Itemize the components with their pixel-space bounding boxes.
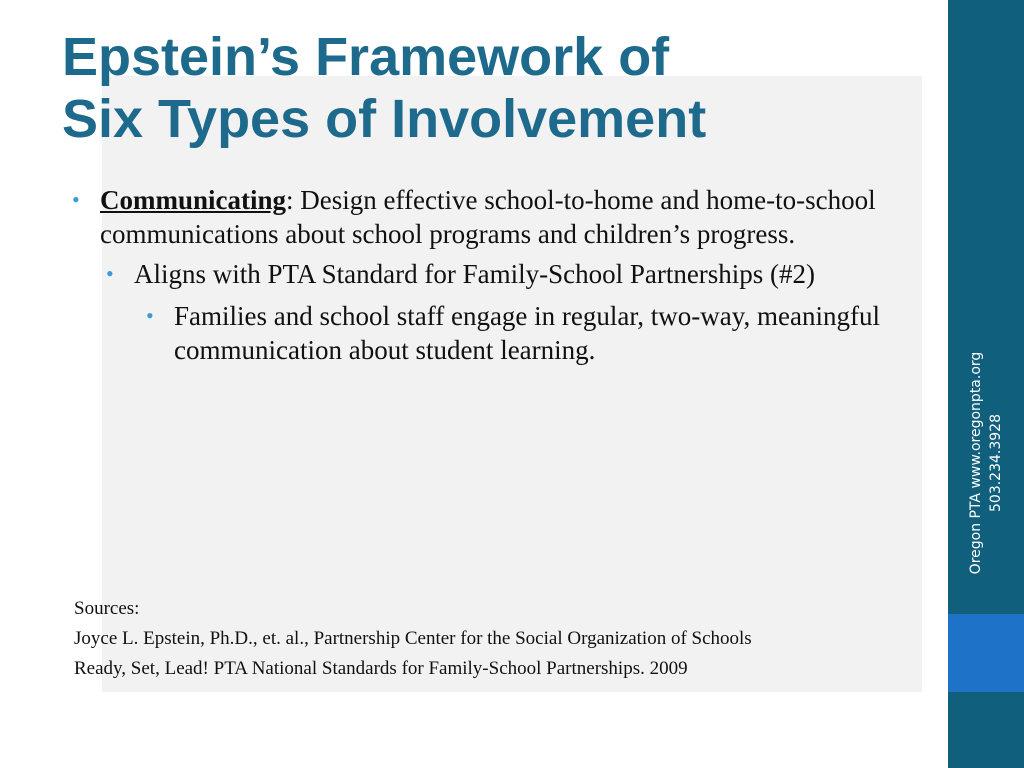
sidebar-contact: [966, 343, 1006, 583]
sidebar-contact-line-1: Oregon PTA www.oregonpta.org: [968, 351, 984, 575]
title-line-1: Epstein’s Framework of: [62, 27, 670, 87]
title-line-2: Six Types of Involvement: [62, 89, 707, 149]
bullet-level-1: [72, 183, 892, 251]
bullet-term: Communicating: [100, 185, 287, 215]
bullet-text: Families and school staff engage in regular, two-way, meaningful communication about student learning.: [174, 301, 880, 365]
sidebar-accent-block: [948, 614, 1024, 692]
bullet-dot-icon: •: [72, 187, 80, 212]
sidebar-contact-line-2: 503.234.3928: [988, 414, 1004, 512]
bullet-text: Aligns with PTA Standard for Family-School Partnerships (#2): [134, 259, 816, 289]
sources-heading: Sources:: [74, 598, 140, 619]
bullet-dot-icon: •: [106, 261, 114, 286]
bullet-level-3: [146, 299, 892, 367]
bullet-level-2: [106, 257, 892, 291]
source-line: Joyce L. Epstein, Ph.D., et. al., Partnership Center for the Social Organization of Schools: [74, 628, 752, 649]
slide-title: [62, 26, 942, 150]
bullet-list: [72, 183, 892, 367]
sources-block: [74, 594, 914, 684]
bullet-text: : Design effective school-to-home and home-to-school communications about school programs and children’s progress.: [100, 185, 876, 249]
source-line: Ready, Set, Lead! PTA National Standards for Family-School Partnerships. 2009: [74, 658, 688, 679]
bullet-dot-icon: •: [146, 303, 154, 328]
